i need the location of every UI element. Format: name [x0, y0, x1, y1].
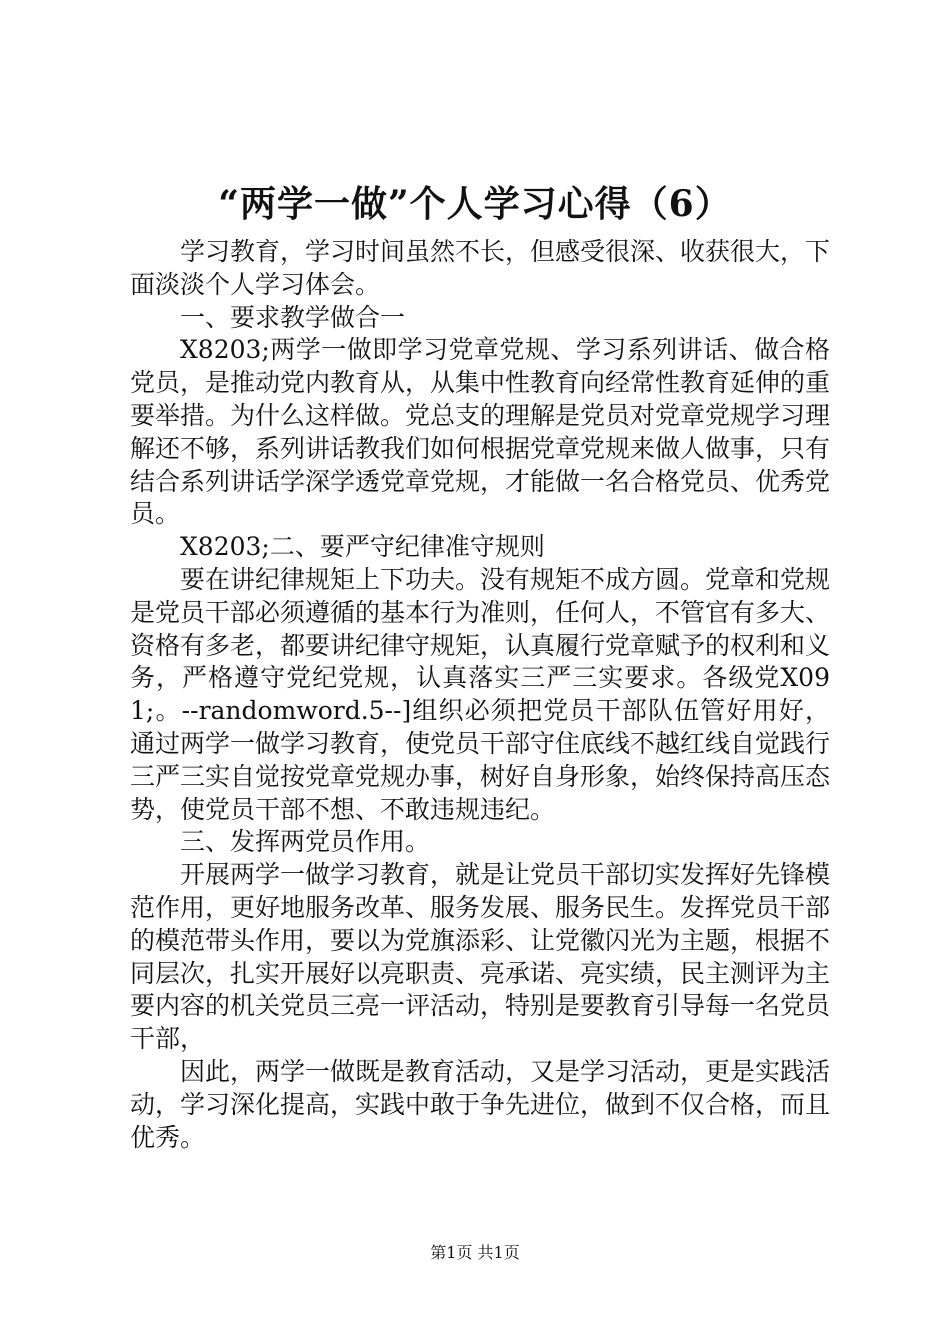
paragraph-section-3: 开展两学一做学习教育，就是让党员干部切实发挥好先锋模范作用，更好地服务改革、服务发展、服务民生。发挥党员干部的模范带头作用，要以为党旗添彩、让党徽闪光为主题，根据不同层次，扎实开展好以亮职责、亮承诺、亮实绩，民主测评为主要内容的机关党员三亮一评活动，特别是要教育引导每一名党员干部，: [130, 860, 831, 1054]
page-footer: 第1页 共1页: [430, 1243, 520, 1262]
section-heading-2: X8203;二、要严守纪律准守规则: [180, 532, 545, 562]
document-title: “两学一做”个人学习心得（6）: [218, 183, 732, 225]
document-body: [130, 236, 830, 1154]
paragraph-conclusion: 因此，两学一做既是教育活动，又是学习活动，更是实践活动，学习深化提高，实践中敢于争先进位，做到不仅合格，而且优秀。: [130, 1056, 831, 1152]
paragraph-section-2: 要在讲纪律规矩上下功夫。没有规矩不成方圆。党章和党规是党员干部必须遵循的基本行为准则，任何人，不管官有多大、资格有多老，都要讲纪律守规矩，认真履行党章赋予的权利和义务，严格遵守党纪党规，认真落实三严三实要求。各级党X091;。--randomword.5--]组织必须把党员干部队伍管好用好，通过两学一做学习教育，使党员干部守住底线不越红线自觉践行三严三实自觉按党章党规办事，树好自身形象，始终保持高压态势，使党员干部不想、不敢违规违纪。: [130, 564, 831, 824]
section-heading-3: 三、发挥两党员作用。: [180, 827, 431, 857]
paragraph-intro: 学习教育，学习时间虽然不长，但感受很深、收获很大，下面淡淡个人学习体会。: [130, 237, 831, 299]
section-heading-1: 一、要求教学做合一: [180, 302, 406, 332]
paragraph-section-1: X8203;两学一做即学习党章党规、学习系列讲话、做合格党员，是推动党内教育从，从集中性教育向经常性教育延伸的重要举措。为什么这样做。党总支的理解是党员对党章党规学习理解还不够，系列讲话教我们如何根据党章党规来做人做事，只有结合系列讲话学深学透党章党规，才能做一名合格党员、优秀党员。: [130, 335, 831, 529]
